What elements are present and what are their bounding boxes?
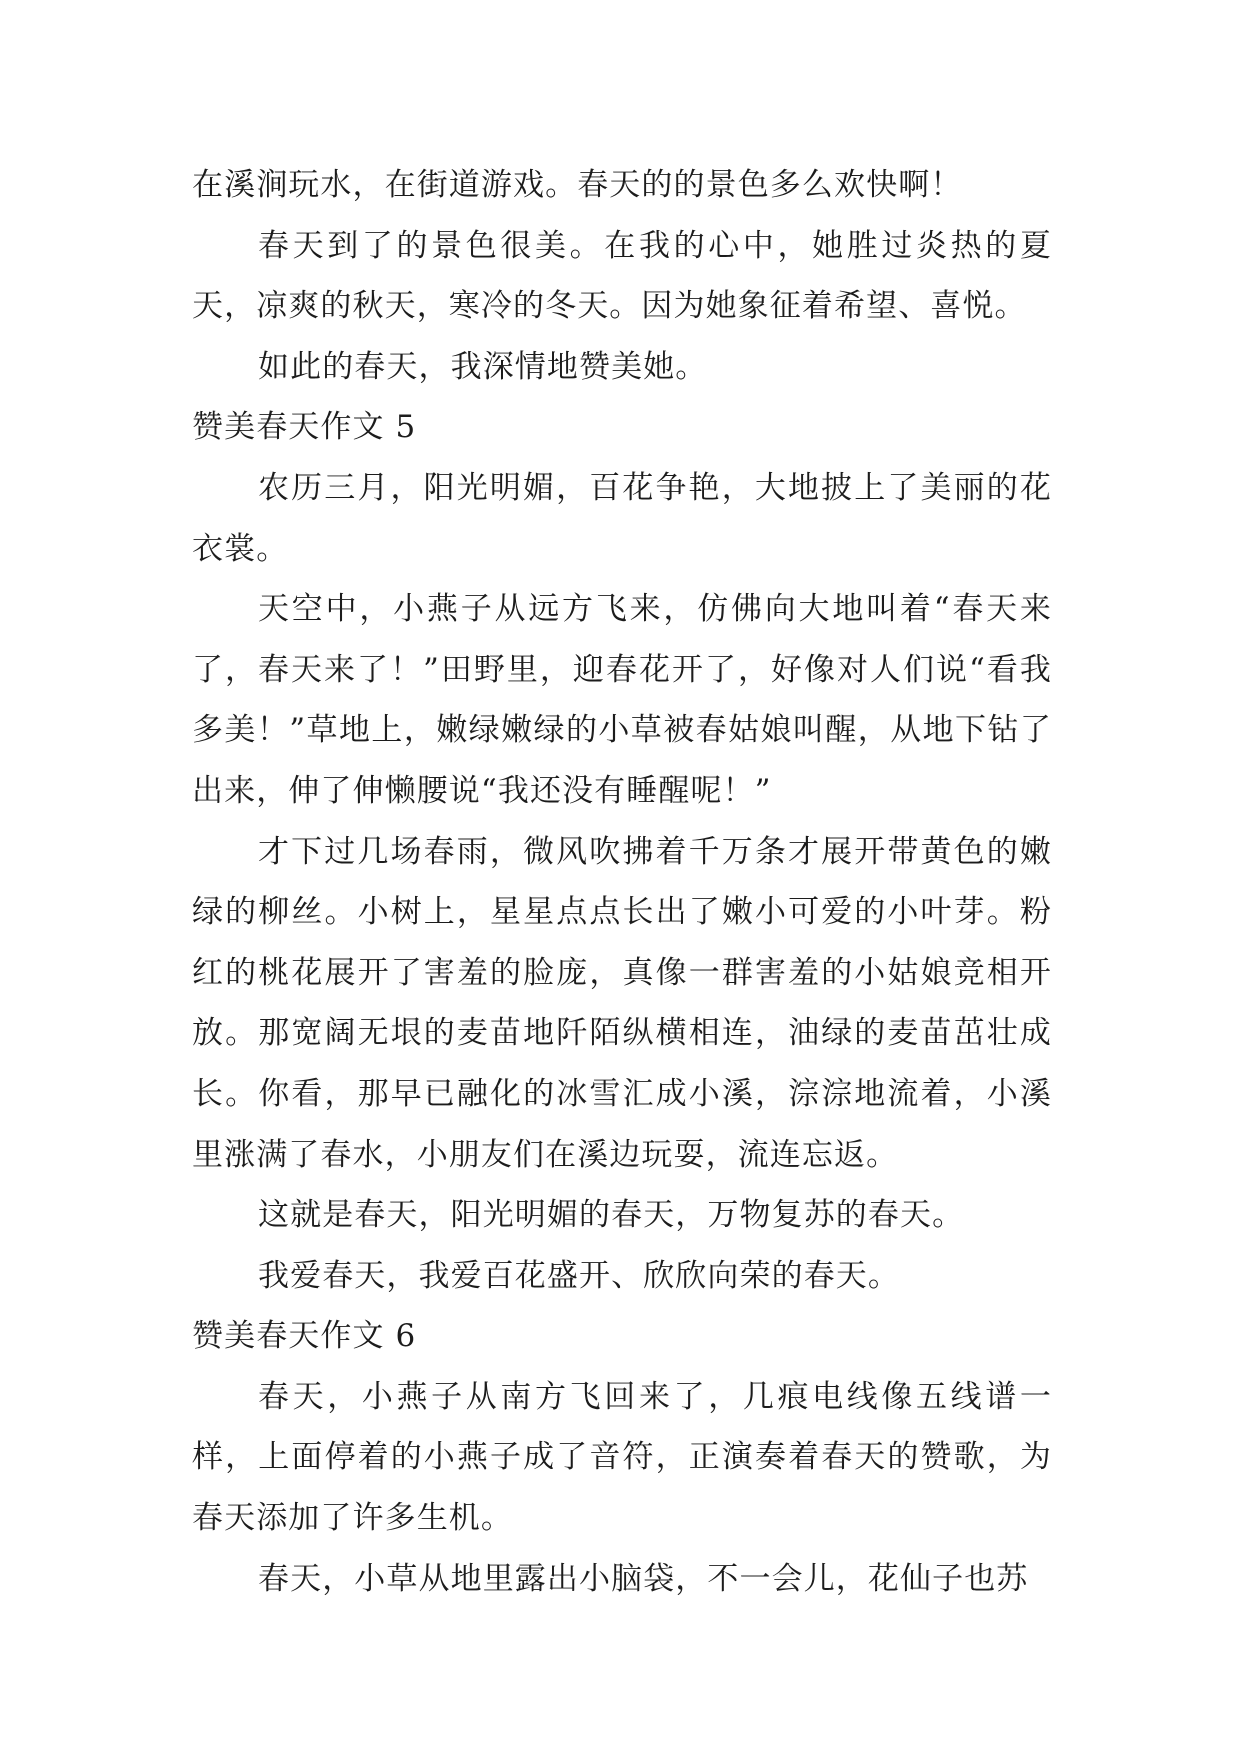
paragraph: 才下过几场春雨，微风吹拂着千万条才展开带黄色的嫩绿的柳丝。小树上，星星点点长出了嫩小可爱的小叶芽。粉红的桃花展开了害羞的脸庞，真像一群害羞的小姑娘竞相开放。那宽阔无垠的麦苗地阡陌纵横相连，油绿的麦苗茁壮成长。你看，那早已融化的冰雪汇成小溪，淙淙地流着，小溪里涨满了春水，小朋友们在溪边玩耍，流连忘返。 — [192, 833, 1052, 1173]
paragraph: 农历三月，阳光明媚，百花争艳，大地披上了美丽的花衣裳。 — [192, 469, 1052, 567]
paragraph: 我爱春天，我爱百花盛开、欣欣向荣的春天。 — [258, 1257, 900, 1294]
document-body — [192, 155, 1052, 1609]
section-title: 赞美春天作文 6 — [192, 1318, 417, 1355]
paragraph: 春天到了的景色很美。在我的心中，她胜过炎热的夏天，凉爽的秋天，寒冷的冬天。因为她象征着希望、喜悦。 — [192, 227, 1052, 325]
paragraph: 天空中，小燕子从远方飞来，仿佛向大地叫着“春天来了，春天来了！”田野里，迎春花开了，好像对人们说“看我多美！”草地上，嫩绿嫩绿的小草被春姑娘叫醒，从地下钻了出来，伸了伸懒腰说“我还没有睡醒呢！” — [192, 591, 1052, 809]
section-title: 赞美春天作文 5 — [192, 409, 417, 446]
paragraph: 如此的春天，我深情地赞美她。 — [258, 348, 708, 385]
paragraph: 春天，小燕子从南方飞回来了，几痕电线像五线谱一样，上面停着的小燕子成了音符，正演奏着春天的赞歌，为春天添加了许多生机。 — [192, 1378, 1052, 1537]
paragraph: 这就是春天，阳光明媚的春天，万物复苏的春天。 — [258, 1197, 965, 1234]
paragraph: 在溪涧玩水，在街道游戏。春天的的景色多么欢快啊！ — [192, 167, 963, 203]
paragraph: 春天，小草从地里露出小脑袋，不一会儿，花仙子也苏 — [258, 1560, 1029, 1597]
